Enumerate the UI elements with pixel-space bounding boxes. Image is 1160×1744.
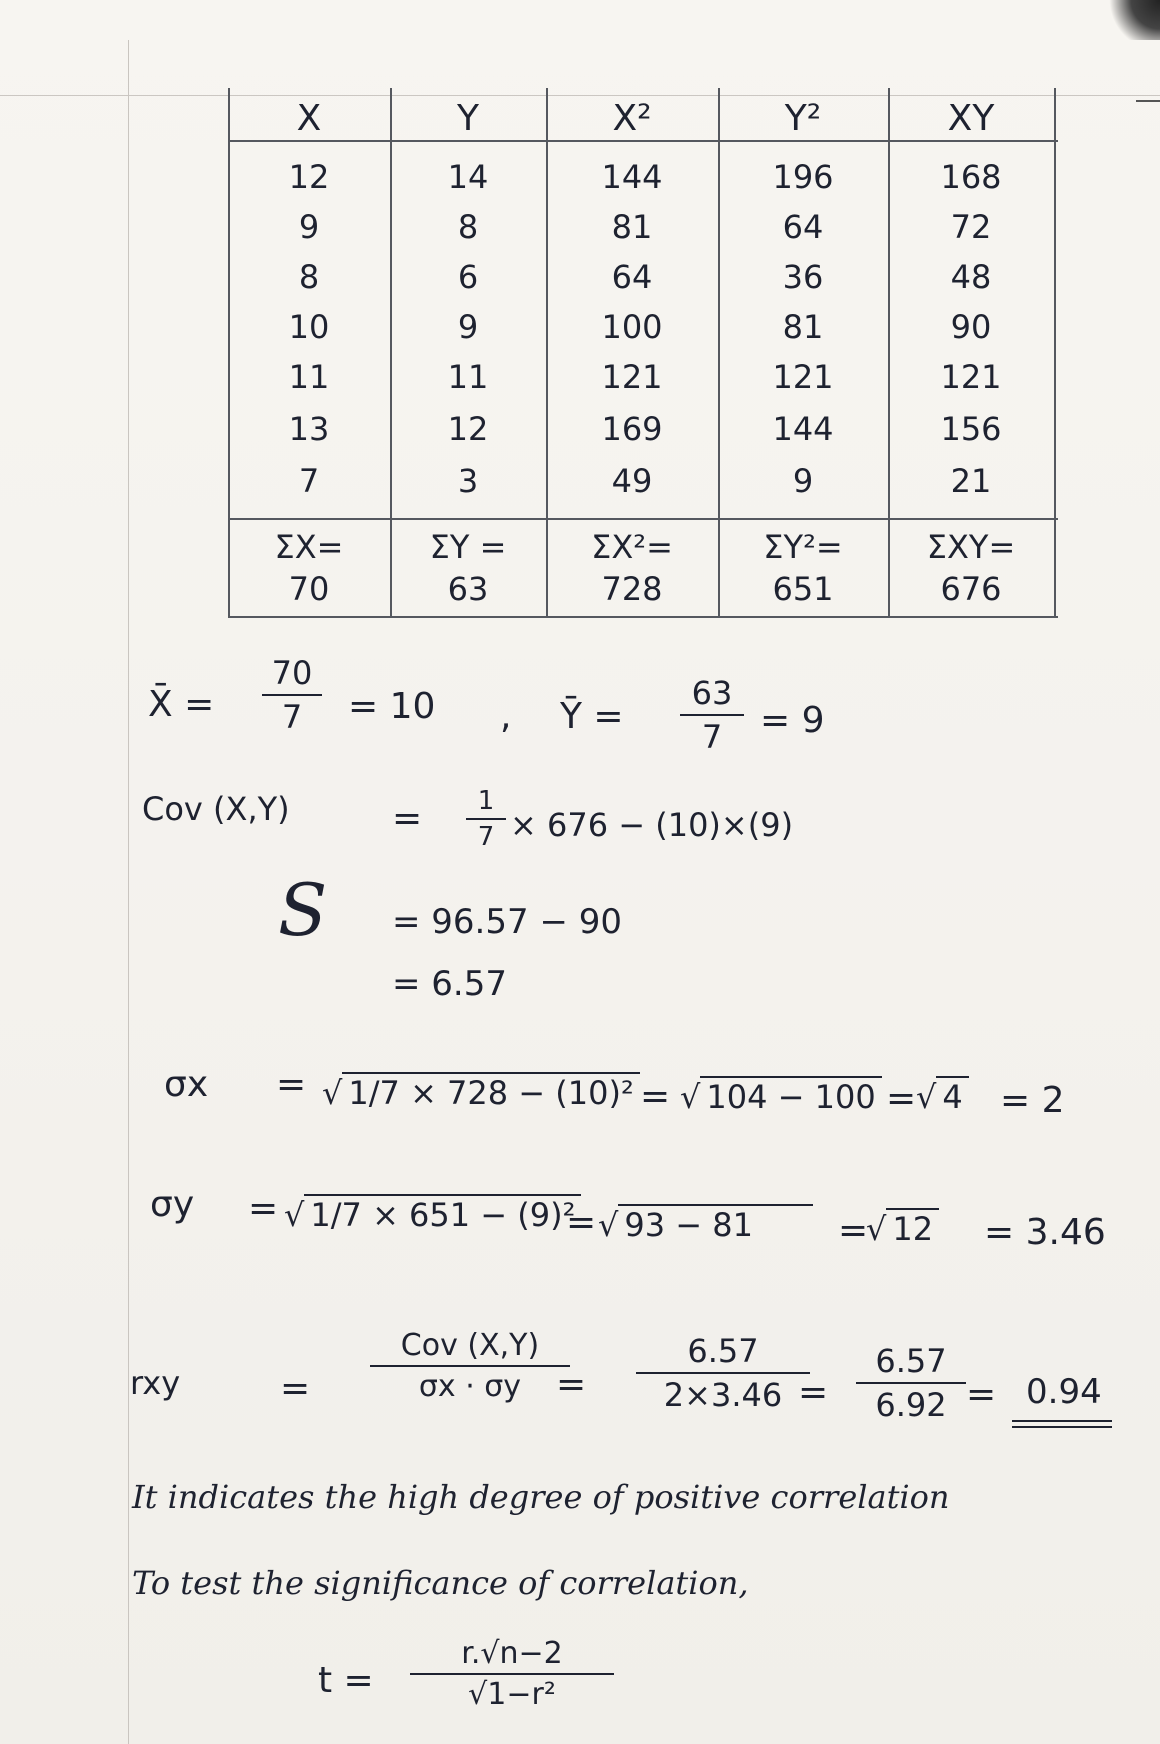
column-header: Y² — [784, 98, 822, 139]
t-denominator: √1−r² — [468, 1677, 556, 1712]
cov-label: Cov (X,Y) — [142, 790, 290, 828]
t-label: t = — [318, 1660, 374, 1701]
table-cell: 81 — [611, 208, 653, 246]
table-cell: 8 — [298, 258, 320, 296]
sigma-x-equals2: = — [640, 1076, 671, 1117]
column-header: X — [296, 98, 322, 139]
fraction-bar — [410, 1673, 614, 1675]
rxy-equals: = — [280, 1368, 311, 1409]
rxy-result: 0.94 — [1026, 1372, 1102, 1412]
sum-label: ΣXY= — [926, 528, 1016, 566]
brace-mark: S — [278, 868, 328, 952]
sigma-y-equals3: = — [838, 1210, 869, 1251]
table-column — [546, 88, 718, 618]
xbar-label: X̄ = — [148, 684, 215, 725]
t-fraction — [410, 1636, 614, 1712]
ybar-numerator: 63 — [691, 674, 733, 712]
rxy-f1-denominator: σx · σy — [418, 1369, 522, 1404]
table-right-border — [1054, 88, 1056, 618]
page-margin-rule — [128, 40, 129, 1744]
sum-label: ΣY = — [429, 528, 507, 566]
column-header: Y — [457, 98, 479, 139]
xbar-denominator: 7 — [281, 698, 303, 736]
table-cell: 64 — [611, 258, 653, 296]
table-cell: 9 — [457, 308, 479, 346]
sum-label: ΣX= — [274, 528, 344, 566]
sigma-x-result: = 2 — [1000, 1080, 1065, 1121]
sigma-y-root1: √ 1/7 × 651 − (9)² — [284, 1196, 581, 1234]
table-cell: 14 — [447, 158, 489, 196]
cov-equals: = — [392, 798, 423, 839]
sigma-x-radicand2: 104 − 100 — [700, 1076, 881, 1116]
table-cell: 121 — [601, 358, 663, 396]
sum-label: ΣY²= — [763, 528, 843, 566]
table-column — [718, 88, 888, 618]
rxy-equals3: = — [798, 1372, 829, 1413]
rxy-fraction1 — [370, 1328, 570, 1404]
rxy-label: rxy — [130, 1364, 181, 1402]
cov-line3: = 6.57 — [392, 964, 507, 1004]
rxy-f3-numerator: 6.57 — [875, 1342, 947, 1380]
cov-frac-denominator: 7 — [477, 822, 495, 852]
table-cell: 90 — [950, 308, 992, 346]
table-column — [228, 88, 390, 618]
table-cell: 168 — [940, 158, 1002, 196]
edge-mark — [1136, 100, 1160, 102]
cov-frac-numerator: 1 — [477, 786, 495, 816]
means-separator: , — [500, 696, 512, 737]
table-cell: 12 — [447, 410, 489, 448]
sigma-x-radicand3: 4 — [936, 1076, 968, 1116]
result-underline — [1012, 1420, 1112, 1422]
table-cell: 48 — [950, 258, 992, 296]
ybar-fraction — [680, 674, 744, 756]
significance-text: To test the significance of correlation, — [132, 1564, 749, 1602]
data-table — [228, 88, 1058, 618]
conclusion-text: It indicates the high degree of positive correlation — [132, 1478, 950, 1516]
fraction-bar — [856, 1382, 966, 1384]
table-cell: 11 — [447, 358, 489, 396]
sigma-x-equals: = — [276, 1064, 307, 1105]
rxy-equals2: = — [556, 1364, 587, 1405]
rxy-f2-numerator: 6.57 — [687, 1332, 759, 1370]
ybar-denominator: 7 — [701, 718, 723, 756]
sigma-y-radicand3: 12 — [886, 1208, 939, 1248]
sigma-y-label: σy — [150, 1184, 195, 1225]
table-cell: 156 — [940, 410, 1002, 448]
xbar-numerator: 70 — [271, 654, 313, 692]
ybar-label: Ȳ = — [560, 696, 624, 737]
fraction-bar — [262, 694, 322, 696]
table-cell: 11 — [288, 358, 330, 396]
sum-value: 676 — [940, 570, 1002, 608]
table-cell: 7 — [298, 462, 320, 500]
table-cell: 196 — [772, 158, 834, 196]
sum-value: 63 — [447, 570, 489, 608]
table-cell: 64 — [782, 208, 824, 246]
table-cell: 12 — [288, 158, 330, 196]
xbar-fraction — [262, 654, 322, 736]
table-cell: 49 — [611, 462, 653, 500]
table-column — [390, 88, 546, 618]
sigma-y-radicand1: 1/7 × 651 − (9)² — [304, 1194, 581, 1234]
table-column — [888, 88, 1054, 618]
cov-fraction — [466, 786, 506, 852]
table-cell: 121 — [772, 358, 834, 396]
sum-label: ΣX²= — [591, 528, 673, 566]
sigma-y-equals: = — [248, 1188, 279, 1229]
fraction-bar — [466, 818, 506, 820]
rxy-equals4: = — [966, 1374, 997, 1415]
rxy-fraction2 — [636, 1332, 810, 1414]
rxy-fraction3 — [856, 1342, 966, 1424]
table-cell: 8 — [457, 208, 479, 246]
sum-value: 70 — [288, 570, 330, 608]
sigma-y-root2: √ 93 − 81 — [598, 1206, 813, 1244]
table-cell: 21 — [950, 462, 992, 500]
table-cell: 144 — [772, 410, 834, 448]
rxy-f2-denominator: 2×3.46 — [663, 1376, 783, 1414]
fraction-bar — [680, 714, 744, 716]
cov-expression: × 676 − (10)×(9) — [510, 806, 794, 844]
table-cell: 10 — [288, 308, 330, 346]
sigma-y-root3: √ 12 — [866, 1210, 939, 1248]
xbar-result: = 10 — [348, 686, 436, 727]
sum-value: 651 — [772, 570, 834, 608]
sigma-y-radicand2: 93 − 81 — [618, 1204, 813, 1244]
sigma-x-root2: √ 104 − 100 — [680, 1078, 882, 1116]
table-cell: 9 — [298, 208, 320, 246]
sigma-x-root3: √ 4 — [916, 1078, 969, 1116]
cov-line2: = 96.57 − 90 — [392, 902, 622, 942]
sigma-x-equals3: = — [886, 1078, 917, 1119]
table-cell: 100 — [601, 308, 663, 346]
table-cell: 13 — [288, 410, 330, 448]
column-header: XY — [947, 98, 995, 139]
sum-value: 728 — [601, 570, 663, 608]
table-cell: 81 — [782, 308, 824, 346]
table-cell: 36 — [782, 258, 824, 296]
sigma-x-root1: √ 1/7 × 728 − (10)² — [322, 1074, 640, 1112]
fraction-bar — [636, 1372, 810, 1374]
table-cell: 3 — [457, 462, 479, 500]
table-cell: 121 — [940, 358, 1002, 396]
sigma-y-equals2: = — [566, 1202, 597, 1243]
table-cell: 72 — [950, 208, 992, 246]
column-header: X² — [612, 98, 652, 139]
sigma-y-result: = 3.46 — [984, 1212, 1106, 1253]
sigma-x-label: σx — [164, 1064, 209, 1105]
table-cell: 144 — [601, 158, 663, 196]
sigma-x-radicand1: 1/7 × 728 − (10)² — [342, 1072, 639, 1112]
table-cell: 169 — [601, 410, 663, 448]
result-underline — [1012, 1426, 1112, 1428]
table-cell: 9 — [792, 462, 814, 500]
table-cell: 6 — [457, 258, 479, 296]
ybar-result: = 9 — [760, 700, 825, 741]
page-corner-shadow — [1100, 0, 1160, 40]
rxy-f3-denominator: 6.92 — [875, 1386, 947, 1424]
fraction-bar — [370, 1365, 570, 1367]
t-numerator: r.√n−2 — [461, 1636, 563, 1671]
rxy-f1-numerator: Cov (X,Y) — [400, 1328, 540, 1363]
